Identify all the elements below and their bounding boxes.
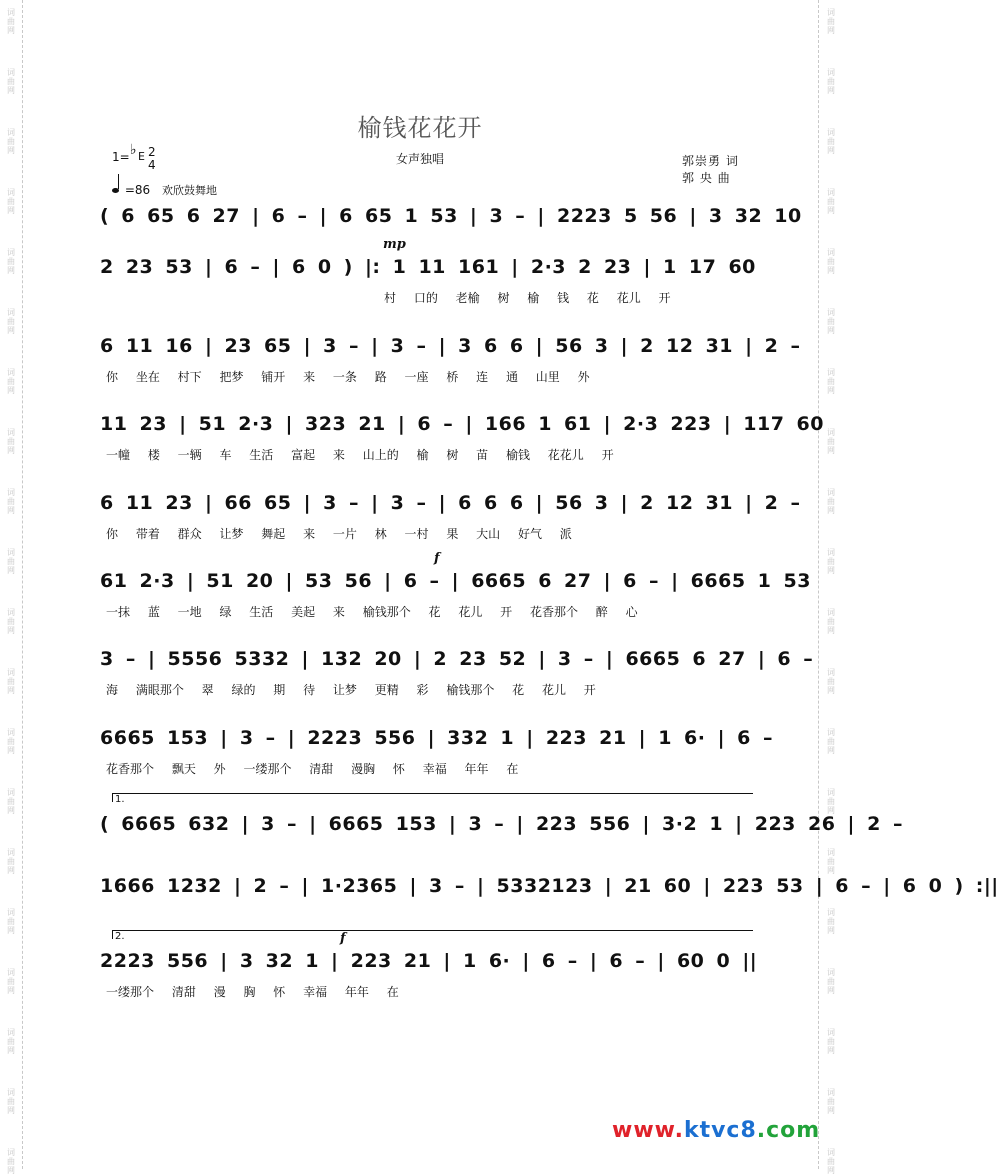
first-ending-bracket (112, 793, 753, 805)
side-stamp: 词 曲 网 (7, 548, 15, 575)
dynamic-mp: mp (383, 237, 406, 252)
side-stamp: 词 曲 网 (827, 368, 835, 395)
side-stamp: 词 曲 网 (827, 248, 835, 275)
side-stamp: 词 曲 网 (827, 728, 835, 755)
watermark-www: www. (612, 1118, 684, 1143)
side-stamp: 词 曲 网 (827, 488, 835, 515)
side-stamp: 词 曲 网 (7, 188, 15, 215)
side-stamp: 词 曲 网 (7, 668, 15, 695)
performance-type: 女声独唱 (395, 152, 444, 166)
notes-row-10: 1666 1232 | 2 – | 1·2365 | 3 – | 5332123 | 21 60 | 223 53 | 6 – | 6 0 ) :|| (100, 875, 999, 897)
composer-credit: 郭 央 曲 (682, 171, 731, 185)
key-letter: E (138, 150, 145, 163)
song-title: 榆钱花花开 (357, 114, 483, 142)
site-watermark (612, 1118, 820, 1143)
side-stamp: 词 曲 网 (827, 848, 835, 875)
side-stamp: 词 曲 网 (7, 8, 15, 35)
tempo-marking (112, 182, 217, 198)
notes-row-9: ( 6665 632 | 3 – | 6665 153 | 3 – | 223 556 | 3·2 1 | 223 26 | 2 – (100, 813, 903, 835)
side-stamp: 词 曲 网 (827, 1148, 835, 1175)
side-stamp: 词 曲 网 (7, 908, 15, 935)
side-stamp: 词 曲 网 (7, 968, 15, 995)
side-stamp: 词 曲 网 (827, 8, 835, 35)
time-bottom: 4 (148, 158, 156, 172)
side-stamp: 词 曲 网 (7, 428, 15, 455)
side-stamp: 词 曲 网 (7, 488, 15, 515)
side-stamp: 词 曲 网 (7, 128, 15, 155)
side-stamp: 词 曲 网 (827, 308, 835, 335)
lyrics-row-11: 一缕那个 清甜 漫 胸 怀 幸福 年年 在 (106, 985, 399, 999)
lyrics-row-7: 海 满眼那个 翠 绿的 期 待 让梦 更精 彩 榆钱那个 花 花儿 开 (106, 683, 596, 697)
side-stamp: 词 曲 网 (827, 908, 835, 935)
side-stamp: 词 曲 网 (7, 1088, 15, 1115)
side-stamp: 词 曲 网 (827, 608, 835, 635)
left-border (22, 0, 23, 1169)
second-ending-bracket (112, 930, 753, 942)
first-ending-label: 1. (115, 794, 125, 805)
lyrics-row-5: 你 带着 群众 让梦 舞起 来 一片 林 一村 果 大山 好气 派 (106, 527, 572, 541)
time-top: 2 (148, 145, 156, 159)
side-stamp: 词 曲 网 (7, 248, 15, 275)
side-stamp: 词 曲 网 (827, 1088, 835, 1115)
side-stamp: 词 曲 网 (7, 788, 15, 815)
tempo-bpm: =86 (124, 183, 151, 197)
side-stamp: 词 曲 网 (7, 728, 15, 755)
side-stamp: 词 曲 网 (7, 1028, 15, 1055)
side-stamp: 词 曲 网 (7, 1148, 15, 1175)
side-stamp: 词 曲 网 (7, 308, 15, 335)
side-stamp: 词 曲 网 (827, 188, 835, 215)
notes-row-11: 2223 556 | 3 32 1 | 223 21 | 1 6· | 6 – | 6 – | 60 0 || (100, 950, 758, 972)
notes-row-5: 6 11 23 | 66 65 | 3 – | 3 – | 6 6 6 | 56 3 | 2 12 31 | 2 – (100, 492, 801, 514)
side-stamp: 词 曲 网 (827, 428, 835, 455)
side-stamp: 词 曲 网 (7, 848, 15, 875)
notes-row-8: 6665 153 | 3 – | 2223 556 | 332 1 | 223 21 | 1 6· | 6 – (100, 727, 773, 749)
watermark-domain: ktvc8 (683, 1118, 757, 1143)
notes-row-1: ( 6 65 6 27 | 6 – | 6 65 1 53 | 3 – | 2223 5 56 | 3 32 10 (100, 205, 802, 227)
right-border (818, 0, 819, 1169)
key-signature (112, 142, 156, 172)
dynamic-f-1: f (434, 551, 440, 566)
second-ending-label: 2. (115, 931, 125, 942)
lyrics-row-4: 一幢 楼 一辆 车 生活 富起 来 山上的 榆 树 苗 榆钱 花花儿 开 (106, 448, 614, 462)
side-stamp: 词 曲 网 (7, 68, 15, 95)
side-stamp: 词 曲 网 (827, 548, 835, 575)
notes-row-3: 6 11 16 | 23 65 | 3 – | 3 – | 3 6 6 | 56 3 | 2 12 31 | 2 – (100, 335, 801, 357)
watermark-tld: .com (756, 1118, 821, 1143)
notes-row-4: 11 23 | 51 2·3 | 323 21 | 6 – | 166 1 61 | 2·3 223 | 117 60 (100, 413, 824, 435)
side-stamp: 词 曲 网 (7, 368, 15, 395)
side-stamp: 词 曲 网 (7, 608, 15, 635)
lyrics-row-3: 你 坐在 村下 把梦 铺开 来 一条 路 一座 桥 连 通 山里 外 (106, 370, 590, 384)
side-stamp: 词 曲 网 (827, 1028, 835, 1055)
side-stamp: 词 曲 网 (827, 128, 835, 155)
tempo-expression: 欢欣鼓舞地 (161, 184, 217, 197)
notes-row-6: 61 2·3 | 51 20 | 53 56 | 6 – | 6665 6 27 | 6 – | 6665 1 53 (100, 570, 811, 592)
dynamic-f-2: f (340, 931, 346, 946)
side-stamp: 词 曲 网 (827, 788, 835, 815)
notes-row-7: 3 – | 5556 5332 | 132 20 | 2 23 52 | 3 – | 6665 6 27 | 6 – (100, 648, 814, 670)
flat-icon: ♭ (130, 142, 137, 158)
lyrics-row-8: 花香那个 飘天 外 一缕那个 清甜 漫胸 怀 幸福 年年 在 (106, 762, 519, 776)
side-stamp: 词 曲 网 (827, 668, 835, 695)
lyricist-credit: 郭崇勇 词 (682, 154, 739, 168)
notes-row-2: 2 23 53 | 6 – | 6 0 ) |: 1 11 161 | 2·3 2 23 | 1 17 60 (100, 256, 756, 278)
quarter-note-icon (112, 188, 119, 193)
side-stamp: 词 曲 网 (827, 68, 835, 95)
lyrics-row-6: 一抹 蓝 一地 绿 生活 美起 来 榆钱那个 花 花儿 开 花香那个 醉 心 (106, 605, 638, 619)
side-stamp: 词 曲 网 (827, 968, 835, 995)
time-signature (148, 146, 156, 172)
lyrics-row-2: 村 口的 老榆 树 榆 钱 花 花儿 开 (384, 291, 671, 305)
key-label: 1= (112, 150, 130, 164)
